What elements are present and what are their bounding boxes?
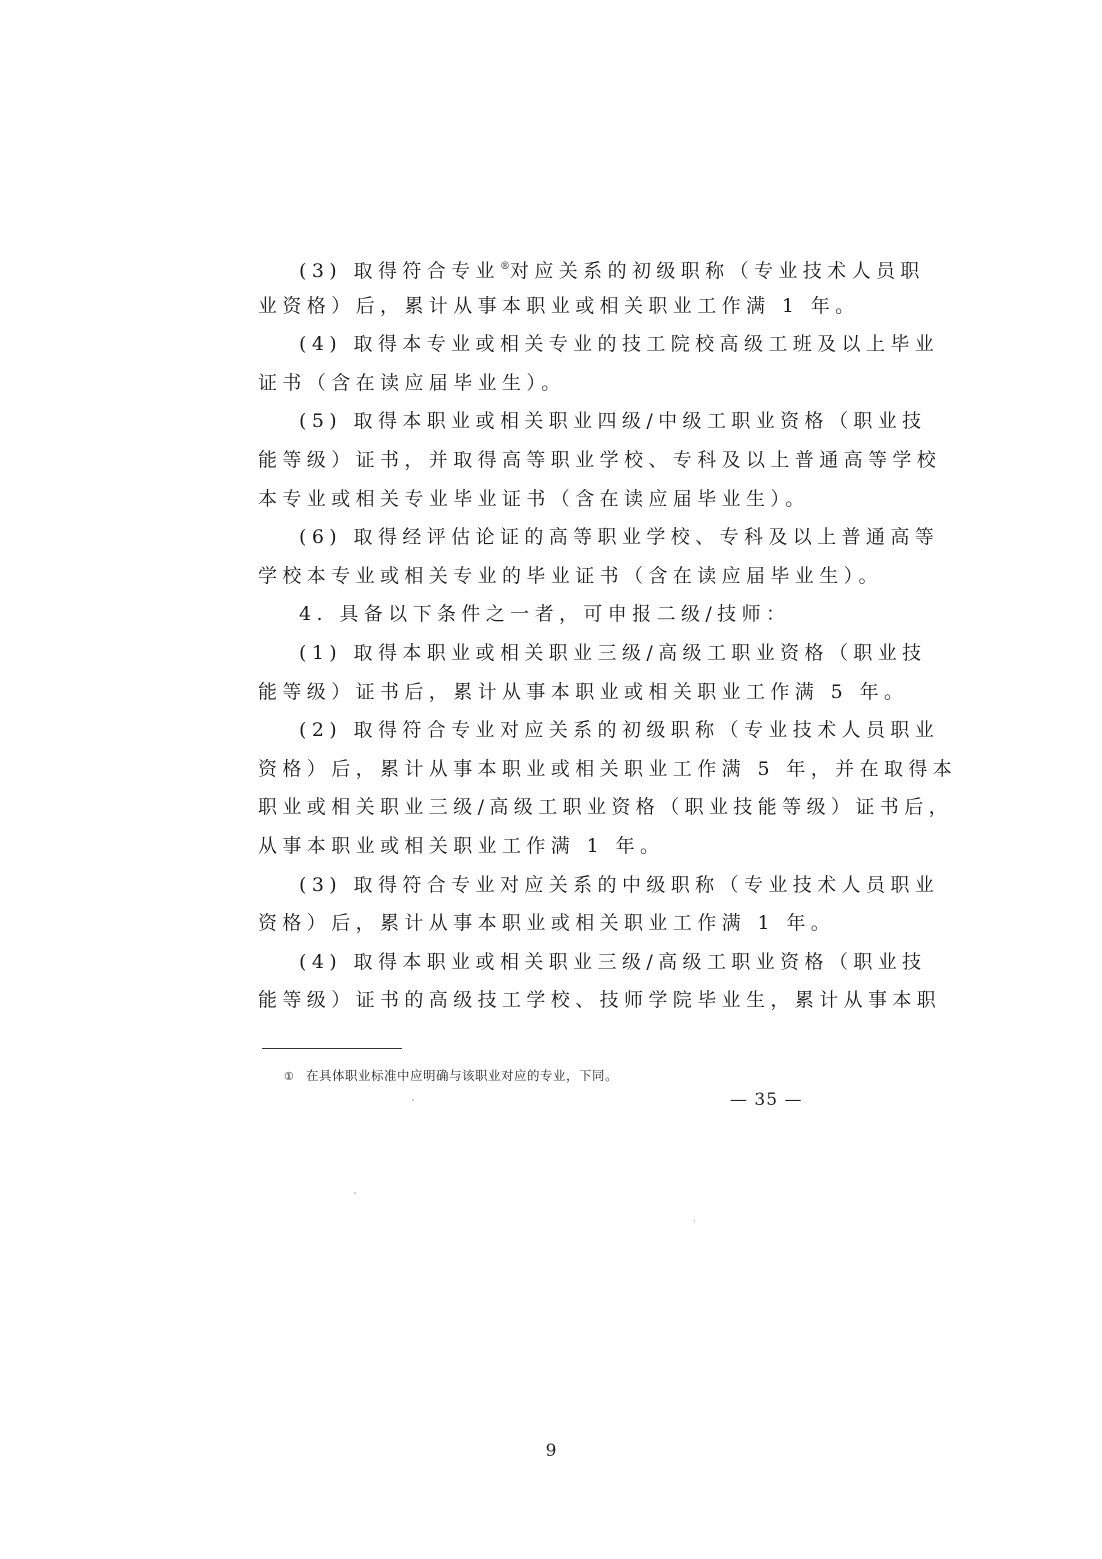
scan-speck — [694, 1220, 695, 1222]
paragraph-line: 能等级）证书后，累计从事本职业或相关职业工作满 5 年。 — [258, 680, 909, 703]
paragraph-line: (2) 取得符合专业对应关系的初级职称（专业技术人员职业 — [299, 719, 940, 742]
footnote-divider — [262, 1048, 402, 1049]
paragraph-line: (4) 取得本专业或相关专业的技工院校高级工班及以上毕业 — [299, 333, 940, 356]
section-heading: 4. 具备以下条件之一者，可申报二级/技师： — [299, 603, 791, 626]
paragraph-line: 资格）后，累计从事本职业或相关职业工作满 1 年。 — [258, 912, 836, 935]
paragraph-line: 能等级）证书的高级技工学校、技师学院毕业生，累计从事本职 — [258, 989, 942, 1012]
paragraph-line: 本专业或相关专业毕业证书（含在读应届毕业生）。 — [258, 487, 810, 510]
page-number: 9 — [545, 1441, 557, 1461]
text-run: 对应关系的初级职称（专业技术人员职 — [509, 260, 925, 282]
footnote-reference[interactable]: ® — [499, 261, 510, 272]
paragraph-line: 能等级）证书，并取得高等职业学校、专科及以上普通高等学校 — [258, 448, 942, 471]
text-run: (3) 取得符合专业 — [299, 260, 500, 282]
paragraph-line: 从事本职业或相关职业工作满 1 年。 — [258, 834, 665, 857]
paragraph-line: 业资格）后，累计从事本职业或相关职业工作满 1 年。 — [258, 294, 860, 317]
paragraph-line: (6) 取得经评估论证的高等职业学校、专科及以上普通高等 — [299, 526, 940, 549]
scan-speck — [412, 1099, 414, 1101]
paragraph-line: (4) 取得本职业或相关职业三级/高级工职业资格（职业技 — [299, 950, 927, 973]
paragraph-line — [258, 248, 925, 287]
paragraph-line: (3) 取得符合专业对应关系的中级职称（专业技术人员职业 — [299, 873, 940, 896]
paragraph-line: 职业或相关职业三级/高级工职业资格（职业技能等级）证书后， — [258, 796, 954, 819]
footnote — [284, 1066, 618, 1084]
body-text — [258, 248, 958, 1020]
paragraph-line: (1) 取得本职业或相关职业三级/高级工职业资格（职业技 — [299, 641, 927, 664]
paragraph-line: 学校本专业或相关专业的毕业证书（含在读应届毕业生）。 — [258, 564, 883, 587]
inner-page-number: — 35 — — [730, 1090, 803, 1110]
scan-speck — [354, 1192, 356, 1194]
paragraph-line: (5) 取得本职业或相关职业四级/中级工职业资格（职业技 — [299, 410, 927, 433]
paragraph-line: 证书（含在读应届毕业生）。 — [258, 371, 566, 394]
footnote-mark: ① — [284, 1070, 295, 1083]
footnote-text: 在具体职业标准中应明确与该职业对应的专业，下同。 — [306, 1068, 619, 1083]
paragraph-line: 资格）后，累计从事本职业或相关职业工作满 5 年，并在取得本 — [258, 757, 958, 780]
